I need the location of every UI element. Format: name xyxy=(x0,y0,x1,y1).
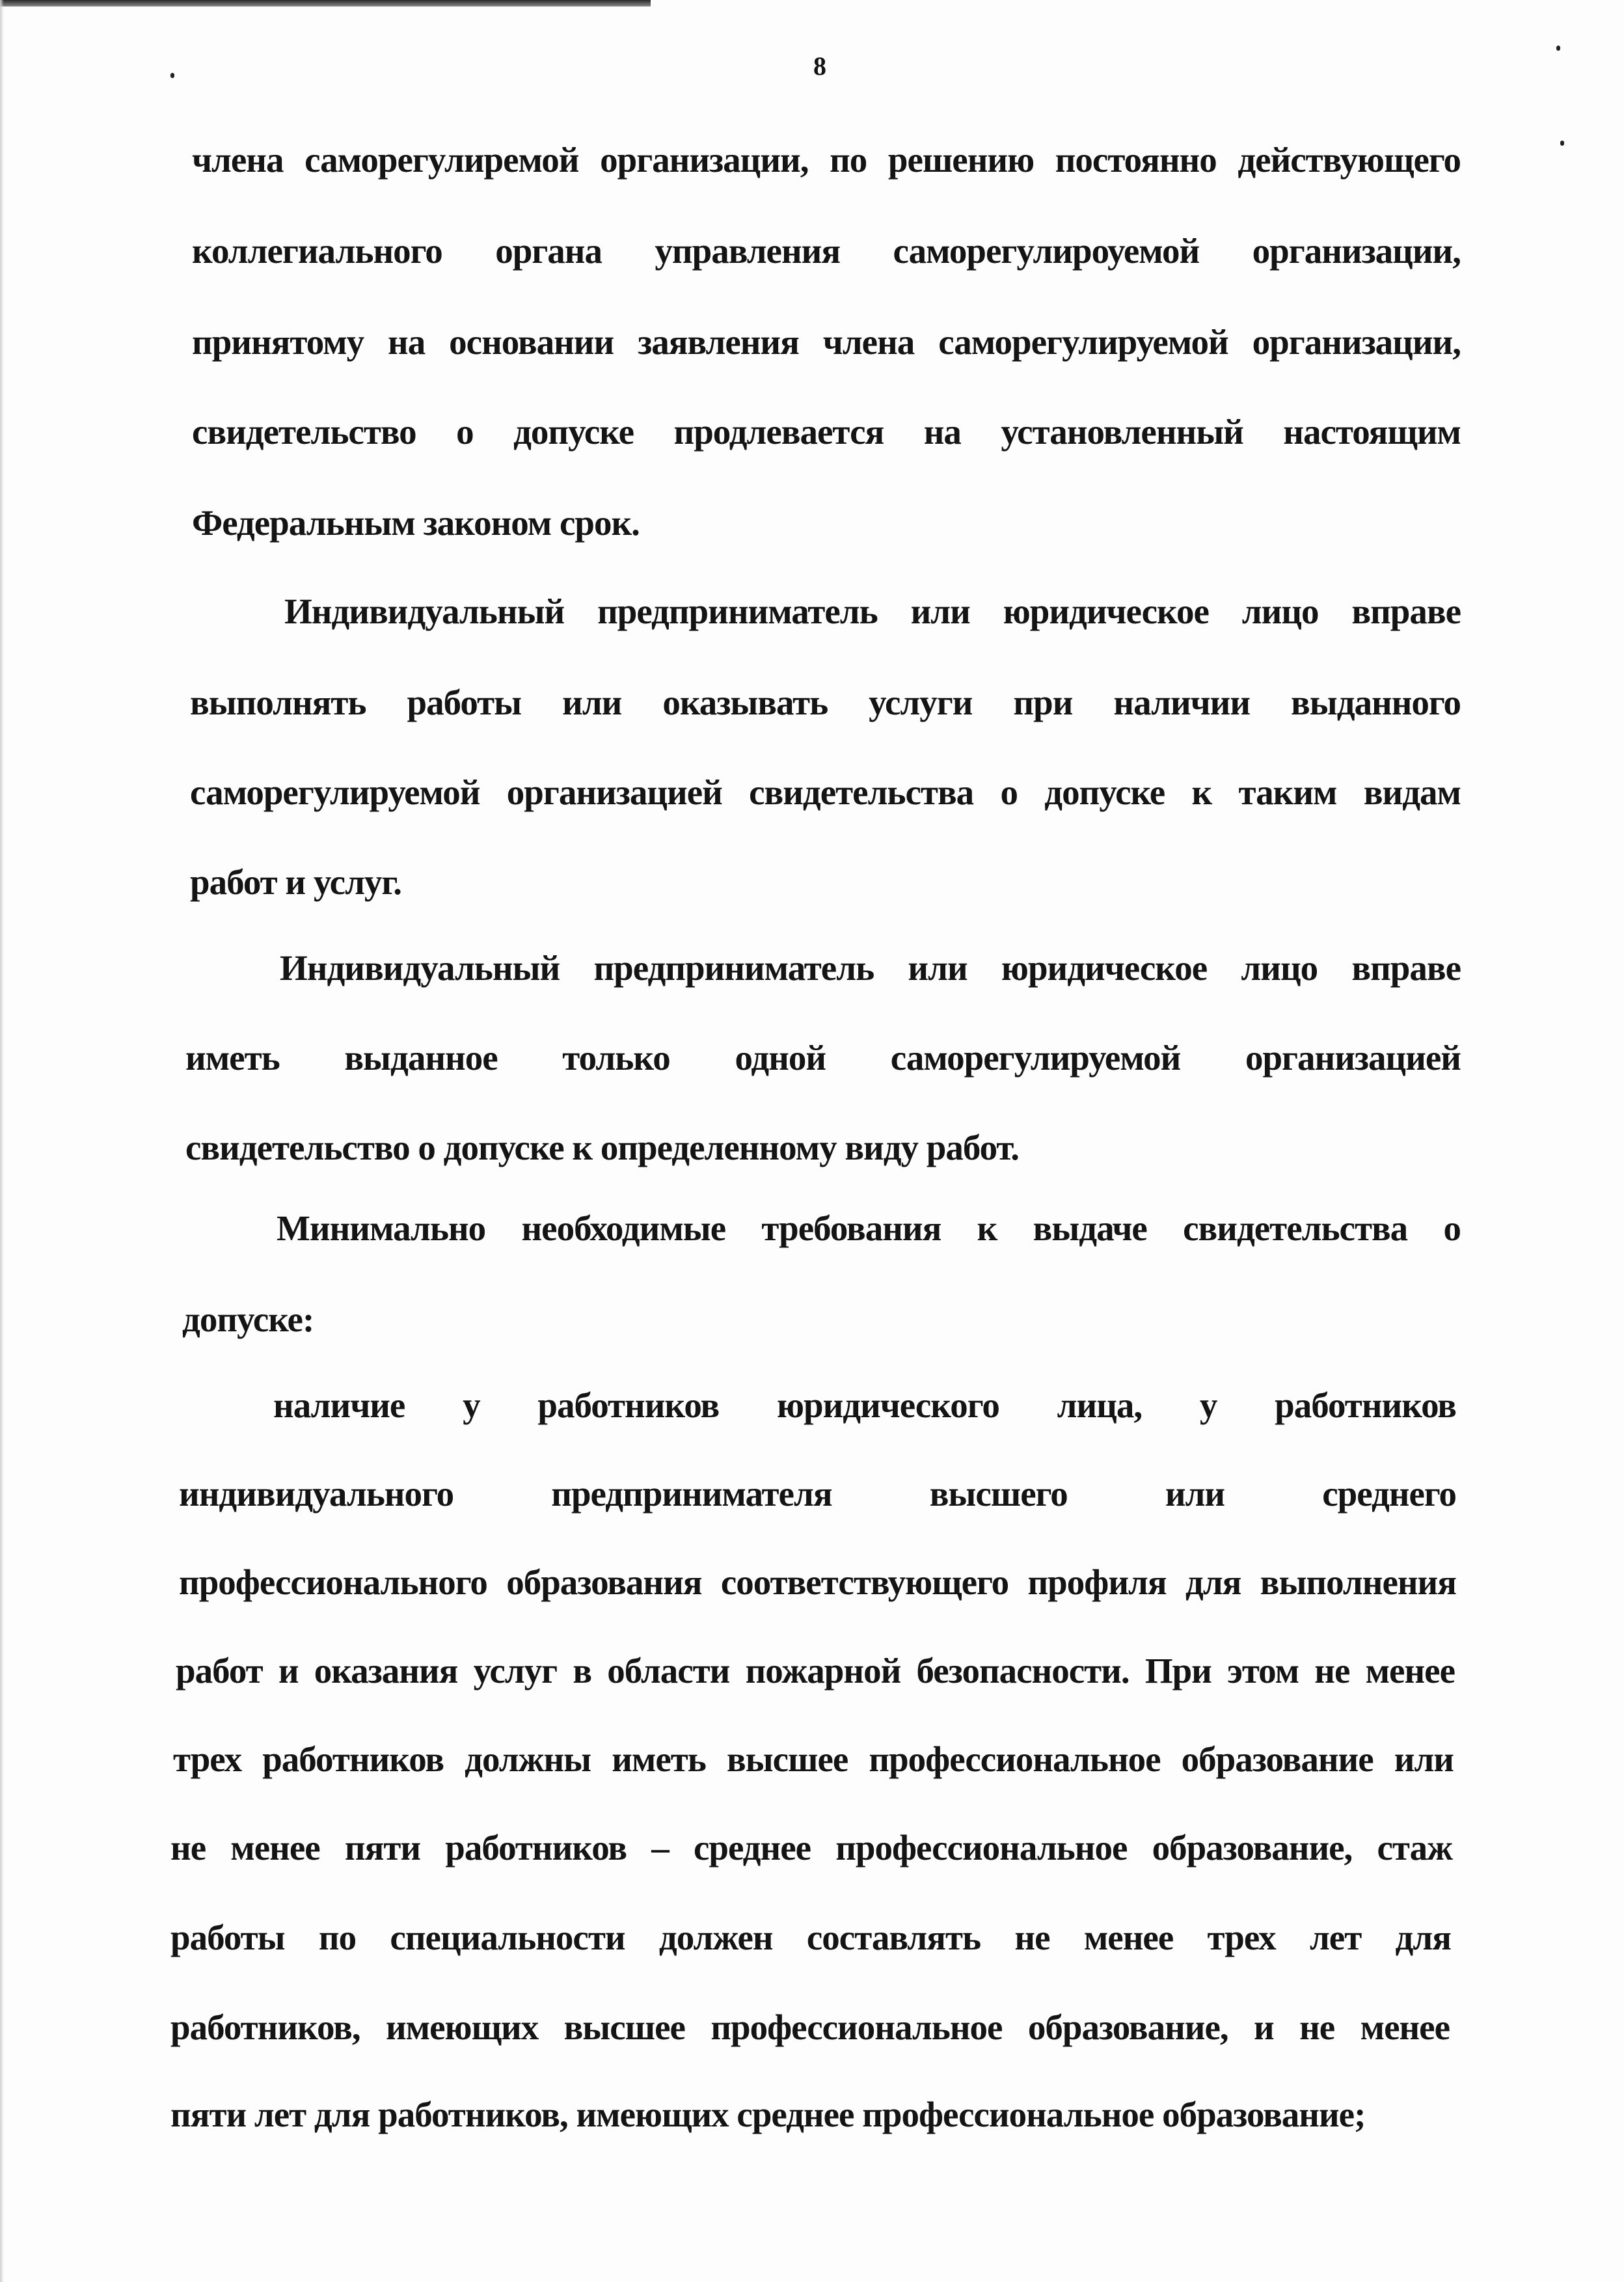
scan-speck xyxy=(1560,141,1564,146)
text-line: свидетельство о допуске к определенному виду работ. xyxy=(185,1128,1020,1167)
text-line: Федеральным законом срок. xyxy=(192,503,640,543)
text-line: работ и услуг. xyxy=(190,862,401,902)
text-line: работ и оказания услуг в области пожарной безопасности. При этом не менее xyxy=(176,1651,1455,1691)
text-line: принятому на основании заявления члена саморегулируемой организации, xyxy=(192,322,1461,362)
text-line: не менее пяти работников – среднее профессиональное образование, стаж xyxy=(170,1828,1452,1868)
text-line: допуске: xyxy=(182,1299,314,1339)
text-line: выполнять работы или оказывать услуги при наличии выданного xyxy=(190,683,1461,722)
text-line: члена саморегулиремой организации, по решению постоянно действующего xyxy=(192,140,1461,180)
scan-speck xyxy=(1556,46,1560,51)
scan-edge-left xyxy=(0,0,4,2282)
text-line: наличие у работников юридического лица, у работников xyxy=(273,1385,1456,1425)
scan-speck xyxy=(170,73,174,78)
text-line: Индивидуальный предприниматель или юридическое лицо вправе xyxy=(280,948,1461,988)
text-line: пяти лет для работников, имеющих среднее профессиональное образование; xyxy=(170,2095,1366,2134)
text-line: иметь выданное только одной саморегулируемой организацией xyxy=(185,1038,1461,1078)
text-line: трех работников должны иметь высшее профессиональное образование или xyxy=(173,1739,1454,1779)
page-number: 8 xyxy=(813,51,826,81)
text-line: работы по специальности должен составлять не менее трех лет для xyxy=(170,1918,1451,1957)
text-line: саморегулируемой организацией свидетельства о допуске к таким видам xyxy=(190,772,1461,812)
text-line: индивидуального предпринимателя высшего или среднего xyxy=(179,1474,1456,1514)
text-line: свидетельство о допуске продлевается на установленный настоящим xyxy=(192,412,1461,452)
text-line: работников, имеющих высшее профессиональное образование, и не менее xyxy=(170,2007,1450,2047)
text-line: коллегиального органа управления саморегулироуемой организации, xyxy=(192,231,1461,271)
text-line: профессионального образования соответствующего профиля для выполнения xyxy=(179,1562,1456,1602)
scan-edge-top xyxy=(0,0,651,7)
text-line: Минимально необходимые требования к выдаче свидетельства о xyxy=(277,1208,1461,1248)
text-line: Индивидуальный предприниматель или юридическое лицо вправе xyxy=(284,591,1461,631)
